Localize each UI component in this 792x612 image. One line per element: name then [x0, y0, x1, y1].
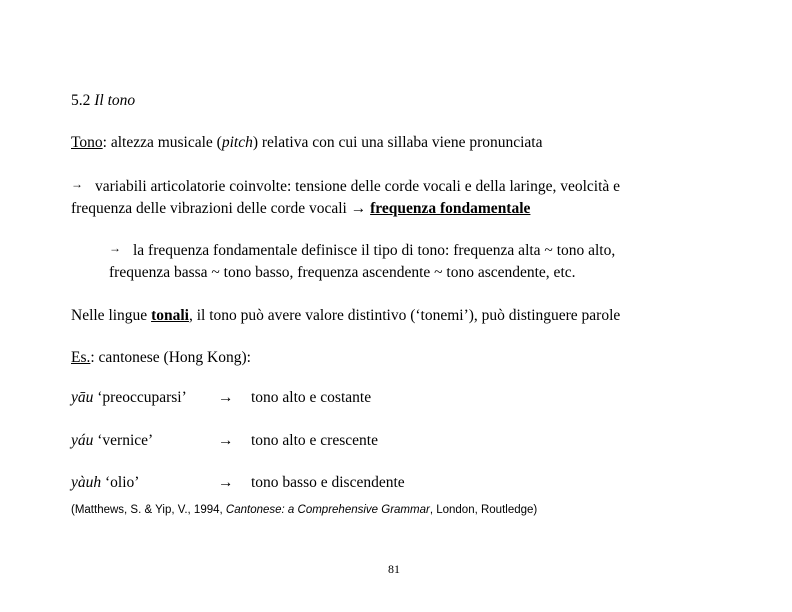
right-arrow-icon: → — [218, 389, 234, 406]
section-heading — [71, 92, 135, 110]
fundamental-frequency: frequenza fondamentale — [370, 200, 531, 217]
example-desc: tono basso e discendente — [251, 474, 405, 491]
example-header: Es.: cantonese (Hong Kong): — [71, 349, 251, 366]
bullet-articulatory-line2: frequenza delle vibrazioni delle corde vocali → frequenza fondamentale — [71, 200, 531, 217]
section-number: 5.2 — [71, 92, 91, 109]
arrow-bullet-icon: → — [109, 241, 121, 255]
right-arrow-icon: → — [218, 432, 234, 449]
tonal-languages: Nelle lingue tonali, il tono può avere valore distintivo (‘tonemi’), può distinguere parole — [71, 307, 621, 324]
example-label: Es. — [71, 349, 91, 366]
term-tono: Tono — [71, 134, 103, 151]
bullet-frequency-line2: frequenza bassa ~ tono basso, frequenza ascendente ~ tono ascendente, etc. — [109, 264, 576, 281]
right-arrow-icon: → — [218, 474, 234, 491]
tone-definition: Tono: altezza musicale (pitch) relativa con cui una sillaba viene pronunciata — [71, 134, 543, 151]
example-desc: tono alto e crescente — [251, 432, 378, 449]
bullet-articulatory: → variabili articolatorie coinvolte: tensione delle corde vocali e della laringe, veolcità e — [71, 177, 621, 195]
bullet-frequency: → la frequenza fondamentale definisce il tipo di tono: frequenza alta ~ tono alto, — [109, 241, 616, 259]
citation-title: Cantonese: a Comprehensive Grammar — [225, 504, 430, 516]
example-desc: tono alto e costante — [251, 389, 372, 406]
citation: (Matthews, S. & Yip, V., 1994, Cantonese: a Comprehensive Grammar, London, Routledge) — [71, 504, 538, 516]
term-pitch: pitch — [221, 134, 253, 151]
page-number: 81 — [388, 562, 400, 576]
term-tonali: tonali — [151, 307, 189, 324]
example-row: yāu ‘preoccuparsi’ — [71, 389, 187, 406]
section-title: Il tono — [94, 92, 136, 109]
example-row: yáu ‘vernice’ — [71, 432, 154, 449]
example-row: yàuh ‘olio’ — [71, 474, 140, 491]
arrow-bullet-icon: → — [71, 177, 83, 191]
